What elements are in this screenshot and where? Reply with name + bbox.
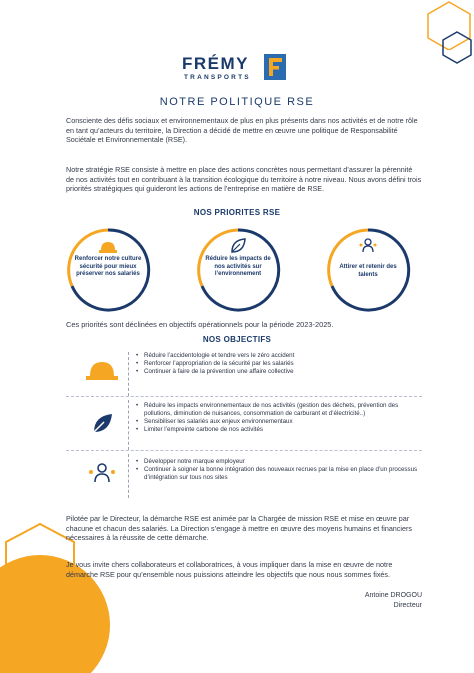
hard-hat-icon bbox=[98, 236, 118, 256]
people-icon bbox=[358, 236, 378, 256]
priority-label: Réduire les impacts de nos activités sur l’environnement bbox=[205, 256, 271, 278]
list-item: • Continuer à faire de la prévention une affaire collective bbox=[136, 368, 424, 376]
divider bbox=[66, 396, 422, 397]
company-logo bbox=[178, 52, 298, 88]
period-paragraph: Ces priorités sont déclinées en objectifs opérationnels pour la période 2023-2025. bbox=[66, 320, 334, 329]
objectives-table bbox=[66, 348, 422, 498]
hexagon-decoration bbox=[440, 30, 474, 64]
invitation-paragraph: Je vous invite chers collaborateurs et collaboratrices, à vous impliquer dans la mise en œuvre de notre démarche RSE pour qu’ensemble nous puissions atteindre les objectifs que nous nous sommes fixés. bbox=[66, 560, 393, 579]
objectives-list-safety bbox=[136, 352, 424, 376]
objectives-heading: NOS OBJECTIFS bbox=[202, 335, 272, 344]
divider bbox=[128, 400, 129, 450]
leaf-icon bbox=[84, 410, 120, 436]
governance-paragraph: Pilotée par le Directeur, la démarche RSE est animée par la Chargée de mission RSE et mise en œuvre par chacune et chacun des salariés. La Direction s’engage à mettre en œuvre des moyens humains et financiers nécessaires à la réussite de cette démarche. bbox=[66, 514, 412, 543]
priorities-heading: NOS PRIORITES RSE bbox=[193, 208, 281, 217]
leaf-icon bbox=[228, 236, 248, 256]
logo-name: FRÉMY bbox=[182, 54, 249, 73]
page-title: NOTRE POLITIQUE RSE bbox=[159, 96, 315, 108]
priority-label: Renforcer notre culture sécurité pour mieux préserver nos salariés bbox=[74, 256, 142, 278]
list-item: • Sensibiliser les salariés aux enjeux environnementaux bbox=[136, 418, 424, 426]
divider bbox=[128, 454, 129, 498]
signature-role: Directeur bbox=[393, 602, 422, 609]
priority-label: Attirer et retenir des talents bbox=[339, 264, 397, 278]
list-item: • Réduire les impacts environnementaux de nos activités (gestion des déchets, prévention des pollutions, diminution de nuisances, consommation de carburant et d’électricité..) bbox=[136, 402, 424, 418]
list-item: • Limiter l’empreinte carbone de nos activités bbox=[136, 426, 424, 434]
priority-card-environment bbox=[192, 224, 284, 316]
list-item: • Renforcer l’appropriation de la sécurité par les salariés bbox=[136, 360, 424, 368]
objectives-list-talents bbox=[136, 458, 424, 482]
list-item: • Continuer à soigner la bonne intégration des nouveaux recrues par la mise en place d’un processus d’intégration sur tous nos sites bbox=[136, 466, 424, 482]
divider bbox=[128, 352, 129, 396]
people-icon bbox=[84, 460, 120, 486]
priority-card-safety bbox=[62, 224, 154, 316]
signature-name: Antoine DROGOU bbox=[364, 592, 422, 599]
logo-f-icon bbox=[264, 54, 286, 80]
logo-subtitle: TRANSPORTS bbox=[184, 74, 251, 81]
priority-card-talents bbox=[322, 224, 414, 316]
list-item: • Réduire l’accidentologie et tendre vers le zéro accident bbox=[136, 352, 424, 360]
hard-hat-icon bbox=[84, 358, 120, 384]
objectives-list-environment bbox=[136, 402, 424, 434]
intro-paragraph: Consciente des défis sociaux et environnementaux de plus en plus présents dans nos activités et de notre rôle en tant qu’acteurs du territoire, la Direction a décidé de mettre en œuvre une politique de Responsabilité Sociétale et Environnementale (RSE). bbox=[66, 116, 418, 145]
list-item: • Développer notre marque employeur bbox=[136, 458, 424, 466]
strategy-paragraph: Notre stratégie RSE consiste à mettre en place des actions concrètes nous permettant d’assurer la pérennité de nos activités tout en contribuant à la transition écologique du territoire à notre niveau. Nous avons défini trois priorités stratégiques qui guideront les actions de l’entreprise en matière de RSE. bbox=[66, 165, 422, 194]
divider bbox=[66, 450, 422, 451]
